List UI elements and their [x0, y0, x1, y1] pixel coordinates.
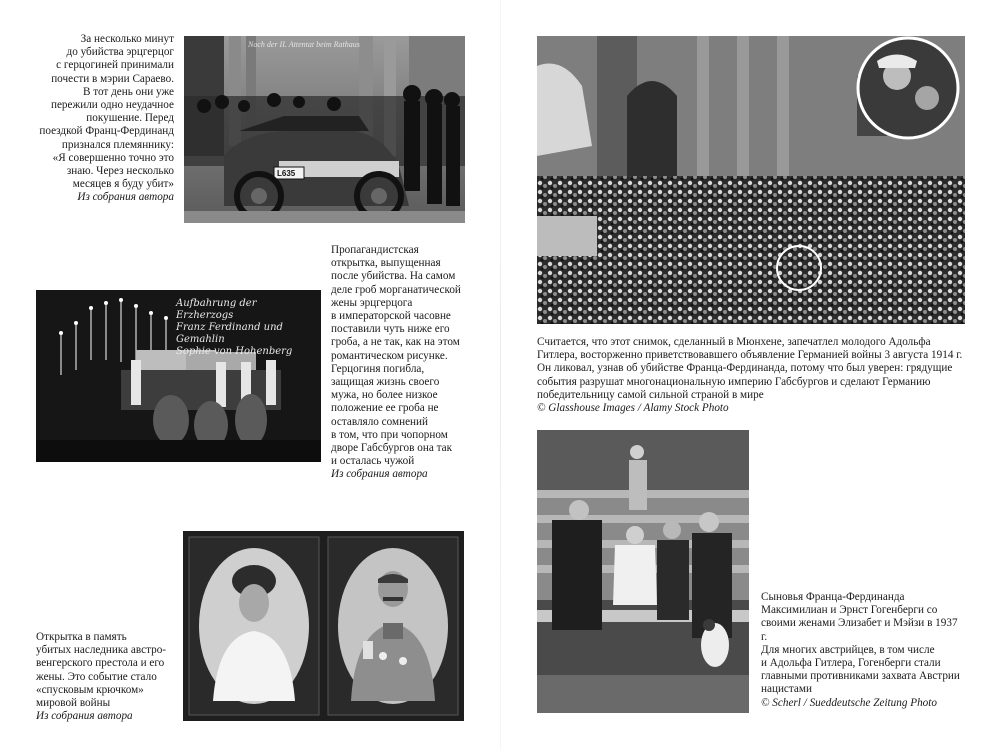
- caption-line: За несколько минут: [80, 33, 174, 45]
- caption-credit: © Glasshouse Images / Alamy Stock Photo: [537, 402, 729, 415]
- caption-line: Открытка в память: [36, 631, 127, 643]
- caption-line: В тот день они уже: [82, 85, 174, 98]
- caption-line: и Адольфа Гитлера, Гогенберги стали: [761, 657, 941, 670]
- photo-propaganda-postcard: [36, 290, 321, 462]
- license-plate: L635: [277, 169, 296, 178]
- caption-line: защищая жизнь своего: [331, 376, 440, 389]
- caption-line: поставили чуть ниже его: [331, 323, 450, 336]
- photo-car-sarajevo: [184, 36, 465, 223]
- caption-line: с герцогиней принимали: [56, 59, 174, 72]
- caption-line: до убийства эрцгерцог: [66, 46, 174, 59]
- caption-line: гроба, а не так, как на этом: [331, 336, 460, 349]
- caption-line: дворе Габсбургов она так: [331, 442, 453, 455]
- caption-line: жены. Это событие стало: [36, 670, 157, 683]
- caption-line: в императорской часовне: [331, 310, 451, 323]
- photo-inscription: Noch der II. Attentat beim Rathaus: [248, 40, 360, 49]
- caption-line: Гитлера, восторженно приветствовавшего объявление Германией войны 3 августа 1914 г.: [537, 349, 963, 362]
- caption-line: мужа, но более низкое: [331, 389, 438, 402]
- photo-munich-crowd: [537, 36, 965, 324]
- caption-line: Сыновья Франца-Фердинанда: [761, 591, 905, 603]
- caption-line: в том, что при чопорном: [331, 428, 448, 441]
- caption-line: оставляло сомнений: [331, 415, 429, 428]
- caption-line: главными противниками захвата Австрии: [761, 670, 960, 683]
- caption-line: пережили одно неудачное: [50, 99, 174, 112]
- caption-line: поездкой Франц-Фердинанд: [39, 125, 174, 138]
- postcard-inscription: [176, 298, 316, 358]
- caption-line: деле гроб морганатической: [331, 283, 461, 296]
- caption-line: Максимилиан и Эрнст Гогенберги со: [761, 604, 938, 617]
- caption-sons: [761, 591, 966, 710]
- caption-sarajevo-lines: [20, 33, 174, 191]
- photo-memorial-postcard: [183, 531, 464, 721]
- caption-line: положение ее гроба не: [331, 402, 439, 415]
- caption-line: победительницу самой сильной страной в мире: [537, 388, 764, 401]
- photo-hohenberg-sons: [537, 430, 749, 713]
- caption-line: Он ликовал, узнав об убийстве Франца-Фердинанда, потому что был уверен: грядущие: [537, 362, 953, 375]
- caption-line: и осталась чужой: [331, 455, 415, 468]
- caption-line: знаю. Через несколько: [66, 165, 174, 178]
- caption-line: покушение. Перед: [86, 112, 174, 125]
- caption-line: нацистами: [761, 683, 812, 696]
- caption-credit: Из собрания автора: [36, 710, 133, 723]
- postcard-inscription-line: Aufbahrung der Erzherzogs: [176, 298, 257, 321]
- caption-line: Считается, что этот снимок, сделанный в Мюнхене, запечатлел молодого Адольфа: [537, 336, 931, 348]
- caption-line: Пропагандистская: [331, 244, 419, 256]
- caption-line: мировой войны: [36, 697, 111, 710]
- caption-memorial-lines: [36, 631, 176, 710]
- postcard-inscription-line: Sophie von Hohenberg: [176, 346, 293, 357]
- caption-credit: Из собрания автора: [331, 468, 428, 481]
- caption-line: жены эрцгерцога: [331, 296, 413, 309]
- caption-line: месяцев я буду убит»: [72, 178, 174, 191]
- caption-line: венгерского престола и его: [36, 657, 165, 670]
- caption-line: «Я совершенно точно это: [52, 151, 174, 164]
- caption-munich: [537, 336, 967, 415]
- caption-munich-lines: [537, 336, 967, 402]
- caption-propaganda: [331, 244, 491, 482]
- page-gutter: [500, 0, 501, 750]
- caption-line: почести в мэрии Сараево.: [51, 72, 174, 85]
- caption-line: открытка, выпущенная: [331, 257, 441, 270]
- caption-line: «спусковым крючком»: [36, 683, 144, 696]
- caption-credit: © Scherl / Sueddeutsche Zeitung Photo: [761, 696, 937, 709]
- caption-memorial: [36, 631, 176, 723]
- caption-line: Для многих австрийцев, в том числе: [761, 643, 935, 656]
- caption-line: своими женами Элизабет и Мэйзи в 1937 г.: [761, 617, 958, 643]
- caption-sarajevo: [20, 33, 174, 205]
- postcard-inscription-line: Franz Ferdinand und Gemahlin: [176, 322, 283, 345]
- caption-propaganda-lines: [331, 244, 491, 468]
- caption-credit: Из собрания автора: [77, 191, 174, 204]
- caption-line: убитых наследника австро-: [36, 644, 167, 657]
- caption-sons-lines: [761, 591, 966, 697]
- caption-line: Герцогиня погибла,: [331, 362, 425, 375]
- caption-line: события разрушат многонациональную империю Габсбургов и сделают Германию: [537, 375, 931, 388]
- caption-line: романтическом рисунке.: [331, 349, 448, 362]
- caption-line: признался племяннику:: [61, 138, 174, 151]
- caption-line: после убийства. На самом: [331, 270, 456, 283]
